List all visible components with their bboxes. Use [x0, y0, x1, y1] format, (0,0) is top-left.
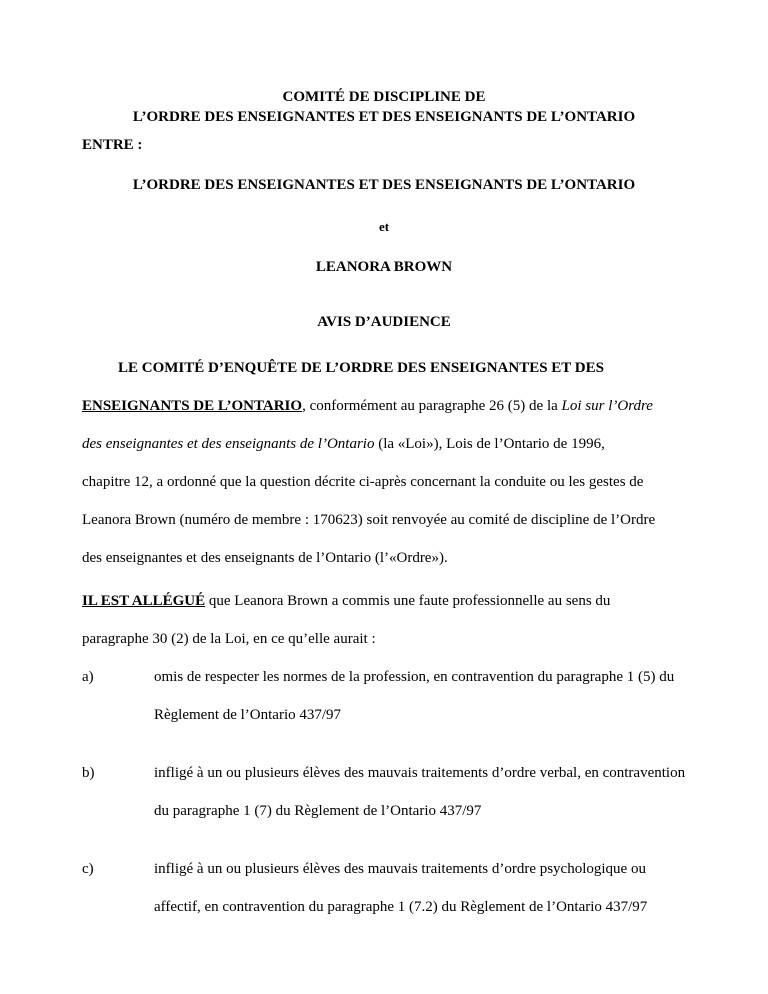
allegation-line: du paragraphe 1 (7) du Règlement de l’Ontario 437/97	[154, 803, 482, 819]
allegation-item	[82, 754, 686, 830]
committee-name-part-2: ENSEIGNANTS DE L’ONTARIO	[82, 398, 303, 414]
allegation-item	[82, 658, 686, 734]
allegation-line: affectif, en contravention du paragraphe 1 (7.2) du Règlement de l’Ontario 437/97	[154, 899, 648, 915]
header-line-2: L’ORDRE DES ENSEIGNANTES ET DES ENSEIGNANTS DE L’ONTARIO	[132, 109, 636, 125]
party-one: L’ORDRE DES ENSEIGNANTES ET DES ENSEIGNANTS DE L’ONTARIO	[132, 177, 636, 193]
and-label: et	[378, 219, 390, 234]
allegation-line: Règlement de l’Ontario 437/97	[154, 707, 342, 723]
allegation-line: infligé à un ou plusieurs élèves des mauvais traitements d’ordre verbal, en contravention	[154, 765, 686, 781]
law-title-part-2: des enseignantes et des enseignants de l’Ontario	[82, 436, 375, 452]
allegation-item	[82, 850, 686, 926]
allegation-line: omis de respecter les normes de la profession, en contravention du paragraphe 1 (5) du	[154, 669, 675, 685]
allegation-text-2: paragraphe 30 (2) de la Loi, en ce qu’elle aurait :	[82, 631, 376, 647]
between-label: ENTRE :	[82, 137, 143, 153]
allegation-marker: a)	[82, 669, 94, 685]
law-title-part-1: Loi sur l’Ordre	[561, 398, 653, 414]
referral-text-5: des enseignantes et des enseignants de l’Ontario (l’«Ordre»).	[82, 550, 448, 566]
allegation-marker: b)	[82, 765, 95, 781]
allegation-lead: IL EST ALLÉGUÉ	[82, 593, 206, 609]
referral-text-3: chapitre 12, a ordonné que la question décrite ci-après concernant la conduite ou les gestes de	[82, 474, 644, 490]
referral-text-2: (la «Loi»), Lois de l’Ontario de 1996,	[374, 436, 605, 452]
allegation-intro-paragraph	[82, 582, 686, 658]
referral-text-1: , conformément au paragraphe 26 (5) de la	[302, 398, 562, 414]
committee-name-part-1: LE COMITÉ D’ENQUÊTE DE L’ORDRE DES ENSEIGNANTES ET DES	[118, 360, 604, 376]
document-header	[82, 87, 686, 127]
allegations-list	[82, 658, 686, 946]
notice-title: AVIS D’AUDIENCE	[317, 314, 451, 330]
referral-paragraph	[82, 349, 686, 577]
allegation-marker: c)	[82, 861, 94, 877]
allegation-line: infligé à un ou plusieurs élèves des mauvais traitements d’ordre psychologique ou	[154, 861, 646, 877]
party-two: LEANORA BROWN	[315, 259, 453, 275]
referral-text-4: Leanora Brown (numéro de membre : 170623) soit renvoyée au comité de discipline de l’Ordre	[82, 512, 656, 528]
header-line-1: COMITÉ DE DISCIPLINE DE	[282, 89, 486, 105]
allegation-text-1: que Leanora Brown a commis une faute professionnelle au sens du	[205, 593, 611, 609]
